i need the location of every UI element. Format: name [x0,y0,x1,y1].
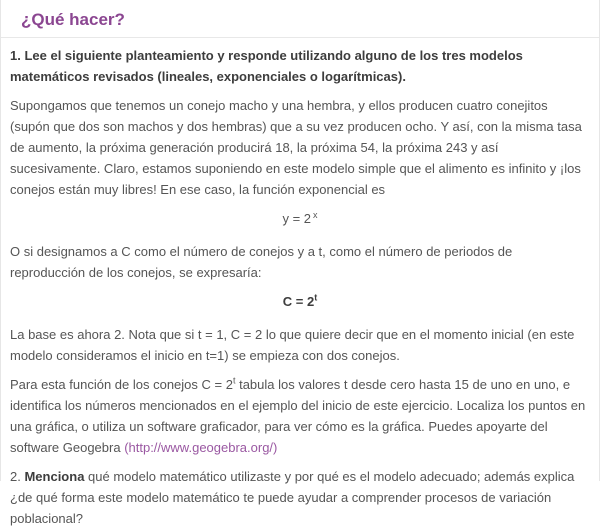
paragraph-base: La base es ahora 2. Nota que si t = 1, C = 2 lo que quiere decir que en el momento inicial (en este modelo consideramos el inicio en t=1) se empieza con dos conejos. [10,327,575,363]
geogebra-link[interactable]: (http://www.geogebra.org/) [124,440,278,455]
paragraph-tabula-exponent: t [232,375,236,386]
instruction-2-rest: qué modelo matemático utilizaste y por qué es el modelo adecuado; además explica ¿de qué forma este modelo matemático te puede ayudar a comprender procesos de variación poblacional? [10,469,575,526]
equation-c-exponential [10,291,590,312]
equation-y-exponential [10,208,590,229]
paragraph-tabula-part1: Para esta función de los conejos C = 2 [10,377,233,392]
instruction-2-prefix: 2. [10,469,25,484]
paragraph-designamos: O si designamos a C como el número de conejos y a t, como el número de periodos de reproducción de los conejos, se expresaría: [10,244,513,280]
equation-y-base: y = 2 [282,211,312,226]
equation-c-base: C = 2 [282,294,315,309]
instruction-2 [10,466,590,529]
paragraph-tabula [10,374,590,458]
instruction-1: 1. Lee el siguiente planteamiento y responde utilizando alguno de los tres modelos matemáticos revisados (lineales, exponenciales o logarítmicas). [10,48,523,84]
paragraph-tabula-part2: tabula los valores t desde cero hasta 15 de uno en uno, e identifica los números mencionados en el ejemplo del inicio de este ejercicio. Localiza los puntos en una gráfica, o utiliza un software graficador, para ver cómo es la gráfica. Puedes apoyarte del software Geogebra [10,377,586,455]
equation-y-exponent: x [313,209,318,220]
content-body [1,38,599,529]
paragraph-rabbits: Supongamos que tenemos un conejo macho y una hembra, y ellos producen cuatro conejitos (supón que dos son machos y dos hembras) que a su vez producen ocho. Y así, con la misma tasa de aumento, la próxima generación producirá 18, la próxima 54, la próxima 243 y así sucesivamente. Claro, estamos suponiendo en este modelo simple que el alimento es infinito y ¡los conejos están muy libres! En ese caso, la función exponencial es [10,98,582,197]
page-title: ¿Qué hacer? [21,10,125,29]
equation-c-exponent: t [314,292,318,303]
instruction-2-bold: Menciona [24,469,85,484]
